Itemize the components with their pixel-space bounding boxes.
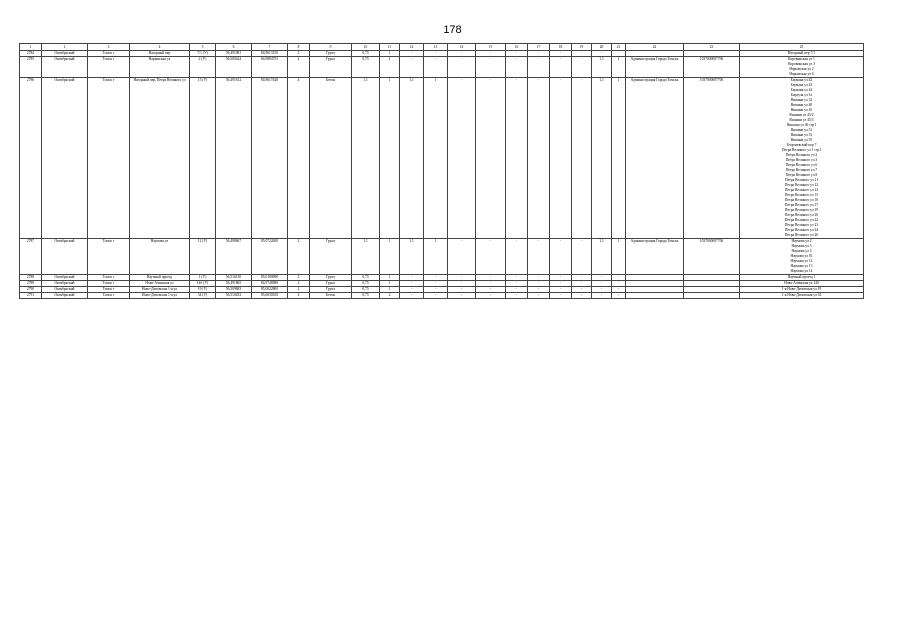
table-cell: 34 (У) — [190, 293, 216, 299]
table-cell: 2786 — [20, 78, 42, 239]
table-cell: Томск г — [88, 51, 130, 57]
column-header: 3 — [88, 44, 130, 51]
table-cell: - — [550, 275, 572, 281]
address-line: Петра Великого ул 2 — [785, 153, 818, 157]
address-line: Петра Великого ул 19 — [784, 208, 819, 212]
address-line: Коровинская ул 1 — [788, 57, 815, 61]
table-cell: - — [528, 51, 550, 57]
column-header: 19 — [572, 44, 592, 51]
table-cell: 85,0022800 — [252, 287, 288, 293]
column-header: 6 — [216, 44, 252, 51]
table-cell: 56,509683 — [216, 287, 252, 293]
column-header: 17 — [528, 44, 550, 51]
table-cell: Ново-Деповская 1-я ул — [130, 293, 190, 299]
table-cell: 1 — [424, 239, 448, 275]
column-header: 11 — [380, 44, 400, 51]
table-cell — [626, 293, 684, 299]
table-row — [20, 78, 864, 239]
table-cell: 1,1 — [400, 78, 424, 239]
table-cell: 4 — [288, 293, 310, 299]
table-cell: - — [550, 57, 572, 78]
table-cell: 1037000087706 — [684, 57, 740, 78]
table-cell: Томск г — [88, 275, 130, 281]
table-cell: 2 — [288, 281, 310, 287]
table-cell: Октябрьский — [42, 293, 88, 299]
address-line: Баумана ул 42 — [790, 78, 813, 82]
address-line: Петра Великого ул 7 — [785, 168, 818, 172]
address-line: Вишани ул 53 — [790, 133, 813, 137]
address-line: Наумова ул 13 — [790, 264, 813, 268]
address-line: Вишани ул 51 — [790, 128, 813, 132]
table-cell: Грунт — [310, 275, 352, 281]
table-cell: - — [572, 293, 592, 299]
address-list — [740, 239, 864, 275]
table-cell: - — [424, 51, 448, 57]
table-cell: - — [572, 275, 592, 281]
table-cell: 1 — [380, 287, 400, 293]
table-cell: Октябрьский — [42, 287, 88, 293]
table-cell: - — [612, 51, 626, 57]
column-header: 1 — [20, 44, 42, 51]
column-header: 18 — [550, 44, 572, 51]
address-line: Нарымская ул 6 — [789, 72, 814, 76]
table-cell: - — [612, 275, 626, 281]
table-cell: 1 — [612, 57, 626, 78]
table-cell: Октябрьский — [42, 51, 88, 57]
table-cell: - — [572, 78, 592, 239]
address-line: Петра Великого ул 26 — [784, 233, 819, 237]
table-cell: - — [476, 281, 506, 287]
address-line: Баумана ул 43 — [790, 83, 813, 87]
table-cell: 2 — [380, 293, 400, 299]
address-line: Петра Великого ул 8 — [785, 173, 818, 177]
table-cell: Томск г — [88, 293, 130, 299]
address-line: Георгиевский пер 7 — [786, 143, 817, 147]
table-cell: Наумова ул — [130, 239, 190, 275]
table-cell: 56,498667 — [216, 239, 252, 275]
table-cell: 2790 — [20, 287, 42, 293]
table-cell: 2 (У) — [190, 57, 216, 78]
table-cell: 1 (У) — [190, 275, 216, 281]
table-cell: 85,0722650 — [252, 239, 288, 275]
table-cell: 1,1 — [592, 57, 612, 78]
address-line: Петра Великого ул 14 — [784, 188, 819, 192]
table-cell: Бетон — [310, 78, 352, 239]
table-cell: - — [424, 293, 448, 299]
table-cell: 2787 — [20, 239, 42, 275]
table-cell: - — [572, 51, 592, 57]
address-line: Вишани ул 55 — [790, 138, 813, 142]
table-cell: Администрация Города Томска — [626, 78, 684, 239]
table-cell: 56,491081 — [216, 51, 252, 57]
table-cell: - — [612, 281, 626, 287]
table-cell: - — [592, 51, 612, 57]
page-number: 178 — [443, 24, 462, 36]
table-cell: Грунт — [310, 51, 352, 57]
table-cell: Грунт — [310, 57, 352, 78]
column-header: 4 — [130, 44, 190, 51]
table-cell: - — [476, 275, 506, 281]
table-cell: - — [476, 287, 506, 293]
address-line: Наумова ул 12 — [790, 259, 813, 263]
table-cell: 1 — [424, 78, 448, 239]
address-line: Петра Великого ул 1 стр1 — [781, 148, 822, 152]
table-cell: 2 — [288, 51, 310, 57]
address-line: Вишани ул 32 — [790, 98, 813, 102]
table-cell: 1037000087706 — [684, 78, 740, 239]
table-cell: - — [476, 51, 506, 57]
address-line: 1-я Ново-Деповская ул 19 — [781, 287, 822, 291]
address-line: Наумова ул 01 — [790, 254, 813, 258]
table-cell: Грунт — [310, 239, 352, 275]
column-header: 5 — [190, 44, 216, 51]
table-cell: - — [528, 239, 550, 275]
table-cell: 1 — [612, 239, 626, 275]
address-line: Петра Великого ул 24 — [784, 228, 819, 232]
table-cell: - — [528, 275, 550, 281]
table-cell: 2789 — [20, 281, 42, 287]
table-cell: 1 — [380, 78, 400, 239]
column-header: 9 — [310, 44, 352, 51]
column-header: 12 — [400, 44, 424, 51]
table-cell: 1 — [380, 281, 400, 287]
table-cell: - — [550, 51, 572, 57]
table-cell: 56,491612 — [216, 78, 252, 239]
table-cell: 0,75 — [352, 287, 380, 293]
table-cell: - — [424, 275, 448, 281]
table-cell: - — [424, 281, 448, 287]
table-cell: - — [400, 293, 424, 299]
table-cell: - — [506, 51, 528, 57]
column-header: 16 — [506, 44, 528, 51]
table-cell: - — [572, 281, 592, 287]
table-cell: - — [476, 78, 506, 239]
address-line: Наумова ул 5 — [791, 249, 812, 253]
table-cell: - — [572, 287, 592, 293]
table-cell: Администрация Города Томска — [626, 239, 684, 275]
table-cell: 2791 — [20, 293, 42, 299]
table-cell: - — [592, 293, 612, 299]
table-cell: 2788 — [20, 275, 42, 281]
table-cell: - — [448, 78, 476, 239]
table-cell: 1,1 — [592, 78, 612, 239]
table-cell: 56,491865 — [216, 281, 252, 287]
table-cell: Томск г — [88, 239, 130, 275]
table-cell: Грунт — [310, 287, 352, 293]
table-cell: 85,0180090 — [252, 275, 288, 281]
table-cell: 0,75 — [352, 293, 380, 299]
table-cell: 0,75 — [352, 275, 380, 281]
table-cell: - — [528, 287, 550, 293]
column-header: 13 — [424, 44, 448, 51]
table-cell: Администрация Города Томска — [626, 57, 684, 78]
address-line: Петра Великого ул 11 — [784, 178, 819, 182]
column-header: 7 — [252, 44, 288, 51]
table-cell: 2 — [288, 239, 310, 275]
address-line: Коровинская ул 3 — [788, 62, 815, 66]
table-cell: 56,516130 — [216, 275, 252, 281]
table-cell: - — [448, 239, 476, 275]
address-list — [740, 293, 864, 299]
table-cell: - — [506, 287, 528, 293]
address-line: Научный проезд 1 — [787, 275, 816, 279]
table-cell: - — [448, 275, 476, 281]
column-header: 2 — [42, 44, 88, 51]
address-line: Петра Великого ул 3 — [785, 158, 818, 162]
table-cell: 1 — [380, 275, 400, 281]
table-cell: - — [448, 51, 476, 57]
table-cell: - — [550, 293, 572, 299]
table-cell: Нагорный пер — [130, 51, 190, 57]
table-cell: - — [528, 281, 550, 287]
table-cell: 84,9884755 — [252, 57, 288, 78]
table-cell: 7/1 (У) — [190, 51, 216, 57]
table-cell: - — [476, 239, 506, 275]
table-cell: 2785 — [20, 57, 42, 78]
table-cell: Нарымская ул — [130, 57, 190, 78]
address-line: Петра Великого ул 17 — [784, 203, 819, 207]
table-cell: - — [400, 57, 424, 78]
column-header: 8 — [288, 44, 310, 51]
table-cell: - — [612, 287, 626, 293]
table-cell: - — [506, 275, 528, 281]
table-cell: 2 — [288, 57, 310, 78]
table-cell: 0,75 — [352, 51, 380, 57]
table-cell: 14б (У) — [190, 281, 216, 287]
table-cell: 56,510433 — [216, 293, 252, 299]
column-header: 23 — [684, 44, 740, 51]
table-cell: - — [550, 78, 572, 239]
table-cell: 1 — [612, 78, 626, 239]
table-cell: Октябрьский — [42, 275, 88, 281]
table-cell: - — [448, 287, 476, 293]
address-line: Ново-Ачинская ул 14б — [784, 281, 819, 285]
address-line: Петра Великого ул 15 — [784, 193, 819, 197]
address-line: Петра Великого ул 16 — [784, 198, 819, 202]
table-cell: 56,500424 — [216, 57, 252, 78]
address-line: Наумова ул 3 — [791, 244, 812, 248]
address-line: Вишани ул 40 — [790, 103, 813, 107]
address-line: Петра Великого ул 6 — [785, 163, 818, 167]
address-line: Баумана ул 44 — [790, 88, 813, 92]
table-cell: - — [612, 293, 626, 299]
table-cell: - — [424, 287, 448, 293]
table-cell: 1 — [380, 51, 400, 57]
table-cell: - — [476, 57, 506, 78]
table-cell: 0,75 — [352, 281, 380, 287]
table-cell: Бетон — [310, 293, 352, 299]
table-cell: Томск г — [88, 57, 130, 78]
table-cell: - — [572, 57, 592, 78]
address-line: Вишани ул 45/3 — [789, 118, 814, 122]
table-cell: - — [506, 57, 528, 78]
table-cell: - — [424, 57, 448, 78]
column-header: 15 — [476, 44, 506, 51]
table-cell: Томск г — [88, 78, 130, 239]
table-cell: 84,9746980 — [252, 281, 288, 287]
address-line: Бирзуля ул 1а — [791, 93, 812, 97]
table-cell: - — [476, 293, 506, 299]
table-cell: 1 — [380, 57, 400, 78]
table-cell: - — [592, 287, 612, 293]
table-cell: 1,1 — [400, 239, 424, 275]
table-cell: Научный проезд — [130, 275, 190, 281]
table-cell: - — [528, 78, 550, 239]
table-cell: 1,1 — [592, 239, 612, 275]
table-cell: Октябрьский — [42, 239, 88, 275]
table-cell: 12 (У) — [190, 239, 216, 275]
table-cell: - — [572, 239, 592, 275]
address-line: Петра Великого ул 23 — [784, 223, 819, 227]
address-line: Петра Великого ул 12 — [784, 183, 819, 187]
table-cell: Ново-Деповская 1-я ул — [130, 287, 190, 293]
column-header: 10 — [352, 44, 380, 51]
table-cell: Нагорный пер, Петра Великого ул — [130, 78, 190, 239]
table-cell: - — [506, 293, 528, 299]
column-header: 20 — [592, 44, 612, 51]
table-cell: - — [550, 287, 572, 293]
table-cell: 1,1 — [352, 78, 380, 239]
table-cell: - — [592, 275, 612, 281]
address-line: Нарымская ул 2 — [789, 67, 814, 71]
address-line: Наумова ул 2 — [791, 239, 812, 243]
address-line: Нагорный пер 7/1 — [787, 51, 816, 55]
table-cell: - — [448, 281, 476, 287]
table-row — [20, 57, 864, 78]
table-cell: 84,9613150 — [252, 51, 288, 57]
table-cell: Октябрьский — [42, 281, 88, 287]
table-cell: 1 — [380, 239, 400, 275]
table-cell: 85,0030350 — [252, 293, 288, 299]
table-cell: 15 (У) — [190, 78, 216, 239]
column-header: 22 — [626, 44, 684, 51]
address-line: Вишани ул 46 стр1 — [786, 123, 817, 127]
table-cell: - — [506, 78, 528, 239]
table-cell: 2784 — [20, 51, 42, 57]
table-cell: - — [528, 293, 550, 299]
column-header: 14 — [448, 44, 476, 51]
table-cell: Октябрьский — [42, 57, 88, 78]
table-cell: - — [400, 281, 424, 287]
table-cell: 1,1 — [352, 239, 380, 275]
table-cell: 19 (У) — [190, 287, 216, 293]
table-cell: - — [528, 57, 550, 78]
table-cell: 2 — [288, 275, 310, 281]
table-cell: - — [448, 57, 476, 78]
table-cell: 0,75 — [352, 57, 380, 78]
column-header: 21 — [612, 44, 626, 51]
table-cell: - — [550, 239, 572, 275]
table-cell: - — [400, 275, 424, 281]
table-cell: - — [448, 293, 476, 299]
address-list — [740, 57, 864, 78]
address-line: Вишани ул 45/2 — [789, 113, 814, 117]
table-cell: Октябрьский — [42, 78, 88, 239]
table-cell: 84,9617440 — [252, 78, 288, 239]
table-cell: Ново-Ачинская ул — [130, 281, 190, 287]
table-cell: - — [400, 51, 424, 57]
address-line: Петра Великого ул 22 — [784, 218, 819, 222]
table-cell — [684, 293, 740, 299]
table-cell: 1037000087706 — [684, 239, 740, 275]
table-cell: - — [400, 287, 424, 293]
address-line: Петра Великого ул 20 — [784, 213, 819, 217]
address-list — [740, 78, 864, 239]
table-cell: - — [592, 281, 612, 287]
address-line: Вишани ул 45 — [790, 108, 813, 112]
table-cell: - — [506, 281, 528, 287]
table-cell: - — [550, 281, 572, 287]
address-line: Наумова ул 14 — [790, 269, 813, 273]
table-cell: 4 — [288, 78, 310, 239]
header-row — [20, 44, 864, 51]
table-cell: 2 — [288, 287, 310, 293]
table-row — [20, 293, 864, 299]
table-cell: - — [506, 239, 528, 275]
table-cell: Грунт — [310, 281, 352, 287]
address-line: 1-я Ново-Деповская ул 34 — [781, 293, 822, 297]
table-cell: Томск г — [88, 281, 130, 287]
register-table — [19, 43, 864, 299]
column-header: 25 — [740, 44, 864, 51]
table-cell: Томск г — [88, 287, 130, 293]
table-row — [20, 239, 864, 275]
